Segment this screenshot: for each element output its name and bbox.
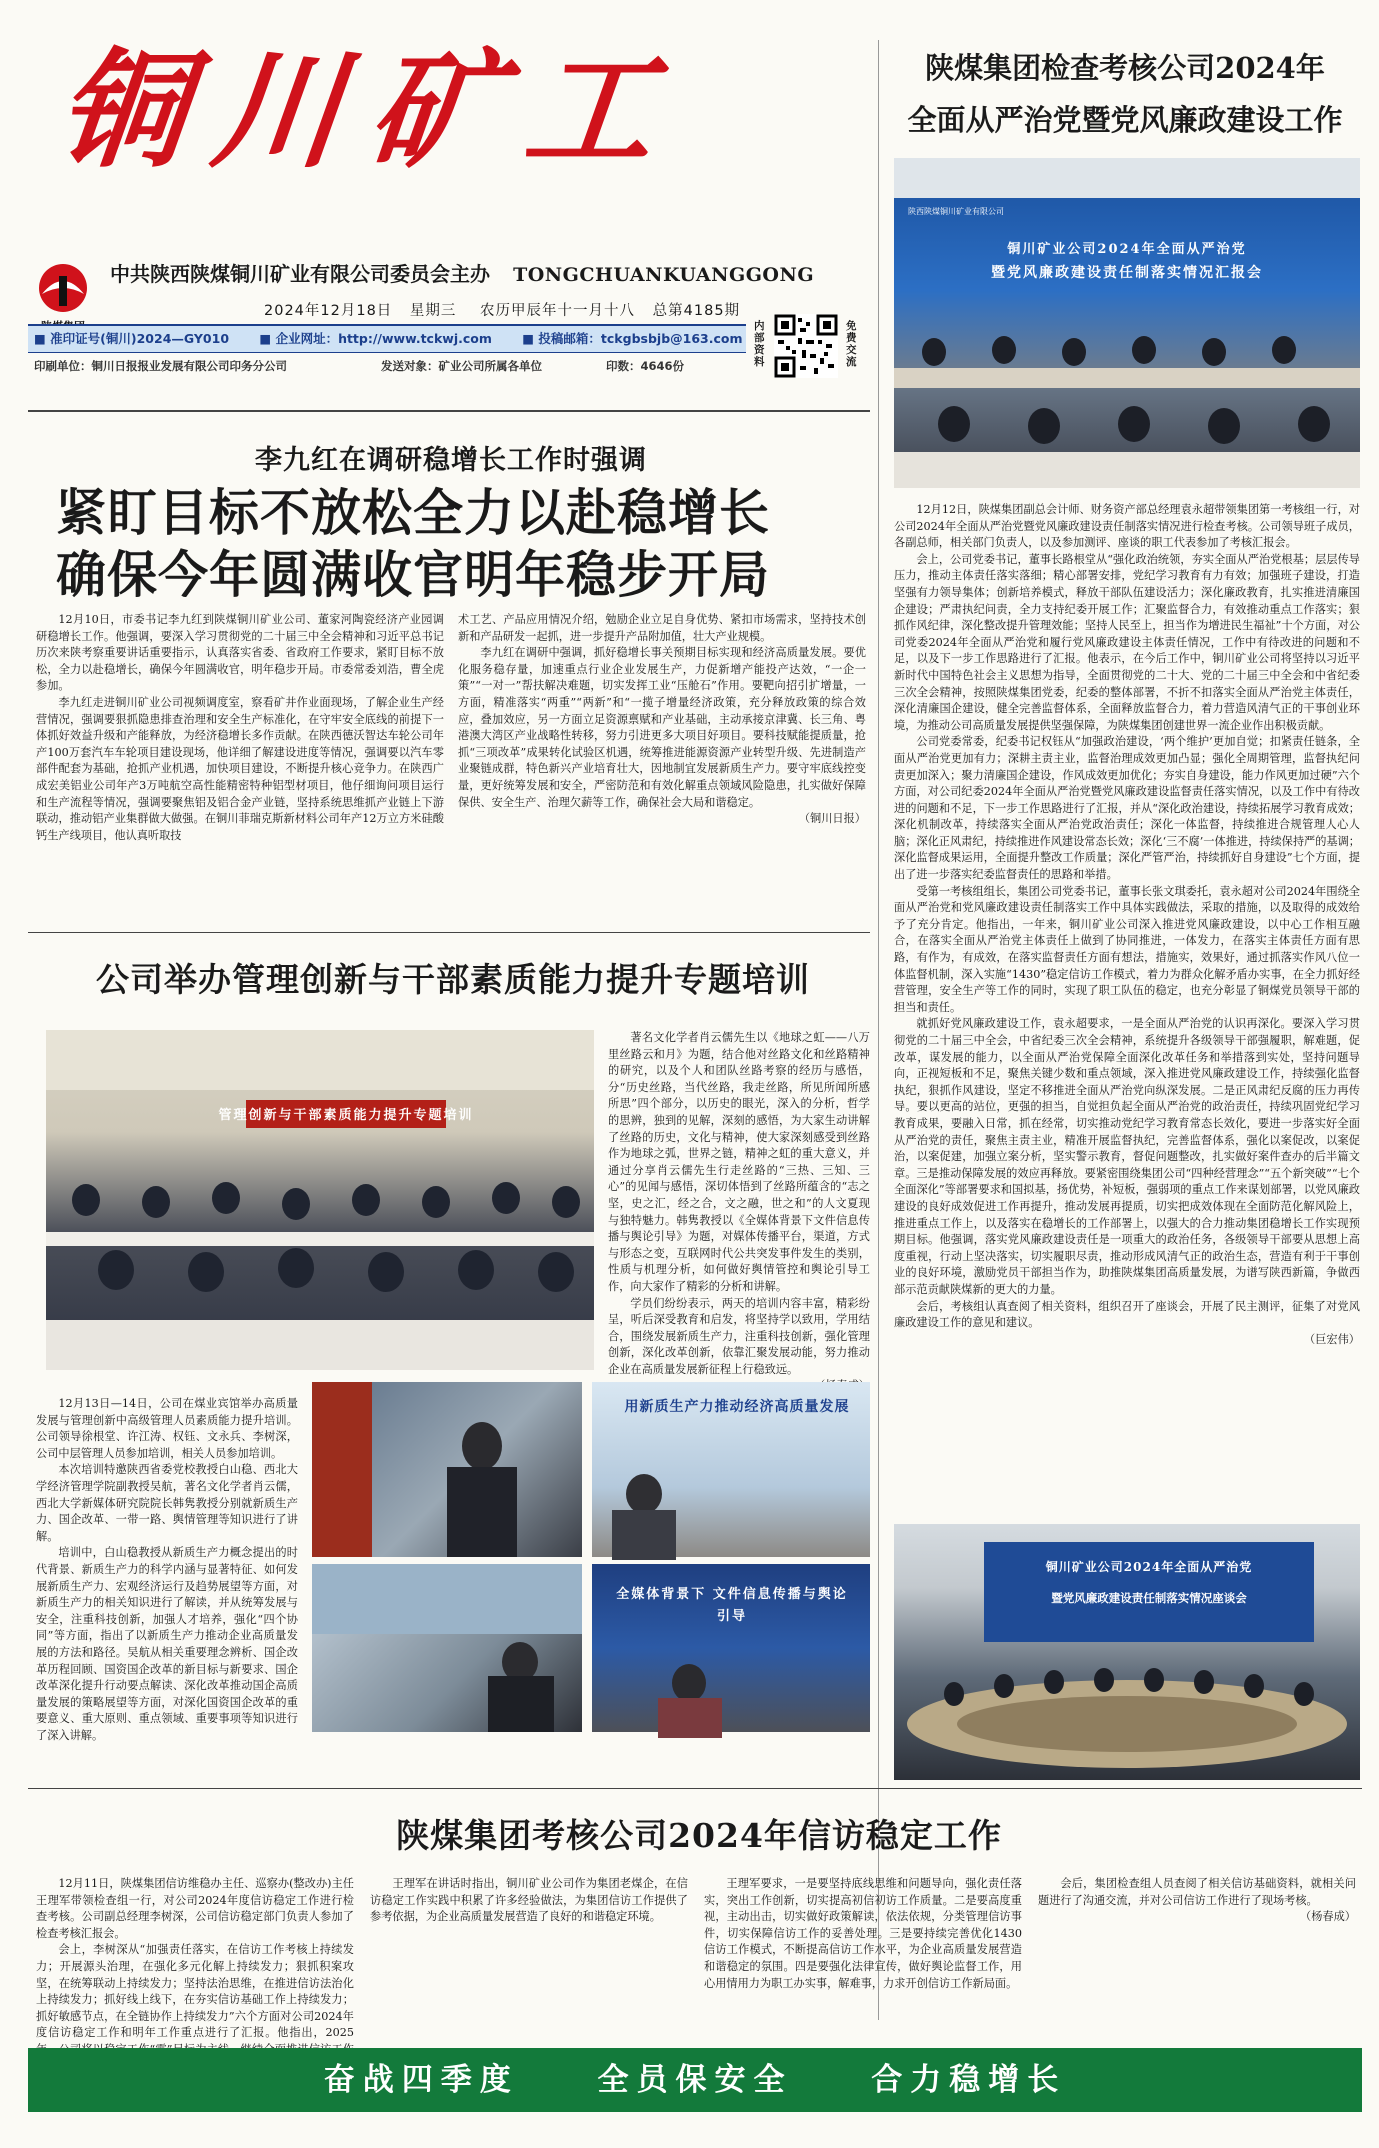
masthead-title: 铜川矿工 — [50, 36, 690, 186]
date-line — [264, 299, 740, 320]
article-3-para-2: 会上，公司党委书记，董事长路根堂从“强化政治统领，夯实全面从严治党根基；层层传导压力，推动主体责任落实落细；精心部署安排，党纪学习教育有力有效；加强班子建设，打造坚强有力领导集体；创新培养模式，释放干部队伍建设活力；深化廉政教育，扎实推进清廉国企建设；严肃执纪问责，全力支持纪委开展工作；汇聚监督合力，有效推动重点工作落实；狠抓作风纪律，深化整改提升管理效能；坚持人民至上，担当作为增进民生福祉”十个方面，对公司党委2024年全面从严治党和履行党风廉政建设主体责任情况，工作中有待改进的问题和不足，以及下一步工作思路进行了汇报。他表示，在今后工作中，铜川矿业公司将坚持以习近平新时代中国特色社会主义思想为指导，全面贯彻党的二十大、党的二十届三中全会和中省纪委三次全会精神，按照陕煤集团党委，纪委的整体部署，不折不扣落实全面从严治党主体责任，深化清廉国企建设，健全完善监督体系，全面释放监督合力，着力营造风清气正的干事创业环境，为推动公司高质量发展提供坚强保障，为陕煤集团创建世界一流企业作出积极贡献。 — [894, 552, 1360, 732]
article-4-para-2: 会上，李树深从“加强责任落实，在信访工作考核上持续发力；开展源头治理，在强化多元化解上持续发力；狠抓积案攻坚，在统筹联动上持续发力；坚持法治思维，在推进信访法治化上持续发力；抓好线上线下，在夯实信访基础工作上持续发力；抓好敏感节点，在全链协作上持续发力”六个方面对公司2024年度信访稳定工作和明年工作重点进行了汇报。他指出，2025 — [36, 1943, 354, 2040]
article-4-para-3: 王理军在讲话时指出，铜川矿业公司作为集团老煤企，在信访稳定工作实践中积累了许多经验做法，为集团信访工作提供了参考依据，为企业高质量发展营造了良好的和谐稳定环境。 — [370, 1877, 688, 1924]
meeting-photo-1 — [894, 158, 1360, 488]
web-icon: ■ — [259, 331, 272, 346]
article-3-para-6: 会后，考核组认真查阅了相关资料，组织召开了座谈会，开展了民主测评，征集了对党风廉政建设工作的意见和建议。 — [894, 1299, 1360, 1330]
article-3-para-4: 受第一考核组组长，集团公司党委书记，董事长张文琪委托，袁永超对公司2024年围绕全面从严治党和党风廉政建设责任制落实工作中具体实践做法，采取的措施，以及取得的成效给予了充分肯定。他指出，一年来，铜川矿业公司深入推进党风廉政建设，以中心工作相互融合，在落实全面从严治党主体责任上做到了协同推进，一体发力，在落实主体责任方面有思路，有作为，有成效，在落实监督责任方面有想法，措施实，效果好，通过抓落实作风八位一体监督机制，深入实施“1430”稳定信访工作模式，着力为群众化解矛盾办实事，在全力抓好经营管理，安全生产等工作的同时，实现了职工队伍的稳定，也充分彰显了铜煤党员领导干部的担当和责任。 — [894, 884, 1360, 1014]
article-4-col-2 — [370, 1876, 688, 2036]
article-1-para-3: 术工艺、产品应用情况介绍，勉励企业立足自身优势、紧扣市场需求，坚持技术创新和产品研发一起抓，进一步提升产品附加值，壮大产业规模。 — [458, 613, 866, 643]
print-line — [34, 358, 684, 374]
article-4-para-1: 12月11日，陕煤集团信访维稳办主任、巡察办(整改办)主任王理军带领检查组一行，对公司2024年度信访稳定工作进行检查考核。公司副总经理李树深，公司信访稳定部门负责人参加了检查考核汇报会。 — [36, 1877, 354, 1940]
article-3-headline-2: 全面从严治党暨党风廉政建设工作 — [907, 103, 1343, 137]
permit-icon: ■ — [34, 331, 46, 346]
article-3-para-1: 12月12日，陕煤集团副总会计师、财务资产部总经理袁永超带领集团第一考核组一行，对公司2024年全面从严治党暨党风廉政建设责任制落实情况进行检查考核。公司领导班子成员，各副总师，相关部门负责人，以及参加测评、座谈的职工代表参加了考核汇报会。 — [894, 503, 1360, 550]
article-1-para-1: 12月10日，市委书记李九红到陕煤铜川矿业公司、董家河陶瓷经济产业园调研稳增长工作。他强调，要深入学习贯彻党的二十届三中全会精神和习近平总书记历次来陕考察重要讲话重要指示，认真落实省委、省政府工作要求，紧盯目标不放松，全力以赴稳增长，确保今年圆满收官，明年稳步开局。市委常委刘浩，曹全虎参加。 — [36, 613, 444, 693]
article-4-headline: 陕煤集团考核公司2024年信访稳定工作 — [396, 1816, 1002, 1855]
print-run: 印数：4646份 — [606, 359, 685, 373]
slogan-banner — [28, 2048, 1362, 2112]
distribution: 发送对象：矿业公司所属各单位 — [381, 359, 543, 373]
masthead-pinyin: TONGCHUANKUANGGONG — [513, 264, 815, 286]
meeting-photo-1-text-1: 铜川矿业公司2024年全面从严治党 — [1007, 242, 1247, 257]
lecture-photo-4 — [592, 1564, 870, 1732]
article-3-para-5: 就抓好党风廉政建设工作，袁永超要求，一是全面从严治党的认识再深化。要深入学习贯彻党的二十届三中全会，中省纪委三次全会精神，系统提升各级领导干部强履职，解难题，促改革，谋发展的能力，以全面从严治党保障全面深化改革任务和举措落到实处，坚持问题导向，正视短板和不足，聚焦关键少数和重点领域，深入推进党风廉政建设工作，持续强化监督执纪，狠抓作风建设，坚定不移推进全面从严治党向纵深发展。二是正风肃纪反腐的压力再传导。要以更高的站位，更强的担当，自觉担负起全面从严治党的政治责任，持续巩固党纪学习教育成果，要融入日常，抓在经常，切实推动党纪学习教育常态长效化，要进一步落实好全面从严治党的责任，聚焦主责主业，精准开展监督执纪，完善监督体系，强化以案促改，以案促治，以案促建，加强立案分析，坚实警示教育，督促问题整改，扎实做好案件查办的后半篇文章。三是推动保障发展的效应再释放。要紧密围绕集团公司“四种经营理念”“五个新突破”“七个全面深化”等部署要求和国拟基，扬优势，补短板，强弱项的重点工作来谋划部署，以党风廉政建设的良好成效促进工作再提升，推动发展再提质，切实把成效体现在全面防范化解风险上，推进重点工作上，以及落实在稳增长的工作部署上，以强大的合力推动集团稳增长工作实现预期目标。他强调，落实党风廉政建设责任是一项重大的政治任务，各级领导干部要从思想上高度重视，行动上坚决落实，切实履职尽责，推动形成风清气正的政治生态，营造有利于干事创业的良好环境，激励党员干部担当作为，助推陕煤集团高质量发展，为谱写陕西新篇，争做西部示范贡献陕煤新的更大的力量。 — [894, 1017, 1360, 1296]
sponsor: 中共陕西陕煤铜川矿业有限公司委员会主办 — [110, 262, 490, 286]
article-2-para-5: 学员们纷纷表示，两天的培训内容丰富，精彩纷呈，听后深受教育和启发，将坚持学以致用，学用结合，围绕发展新质生产力，注重科技创新，强化管理创新，深化改革创新，依靠汇聚发展动能，努力推动企业在高质量发展新征程上行稳致远。 — [608, 1296, 870, 1376]
divider-article-2 — [28, 932, 870, 933]
meeting-photo-2 — [894, 1524, 1360, 1780]
internal-label: 内部资料 — [754, 320, 765, 368]
divider-article-4 — [28, 1788, 1362, 1789]
article-2-para-1: 12月13日—14日，公司在煤业宾馆举办高质量发展与管理创新中高级管理人员素质能力提升培训。公司领导徐根堂、许江涛、权钰、文永兵、李树深，公司中层管理人员参加培训，相关人员参加培训。 — [36, 1397, 298, 1460]
meeting-photo-1-text-2: 暨党风廉政建设责任制落实情况汇报会 — [991, 265, 1263, 281]
masthead — [28, 14, 888, 404]
article-2-col-right — [608, 1030, 870, 1430]
masthead-divider — [28, 410, 870, 412]
article-4-col-1 — [36, 1876, 354, 2040]
meeting-photo-2-text-1: 铜川矿业公司2024年全面从严治党 — [1045, 1560, 1253, 1574]
slogan-3: 合力稳增长 — [871, 2062, 1067, 2098]
slide-2-title: 全媒体背景下 文件信息传播与舆论引导 — [616, 1587, 848, 1624]
article-2 — [36, 940, 870, 1740]
article-4-col-3 — [704, 1876, 1022, 2036]
article-1-para-4: 李九红在调研中强调，抓好稳增长事关预期目标实现和经济高质量发展。要优化服务稳存量，加速重点行业企业发展生产，力促新增产能投产达效，“一企一策”“一对一”帮扶解决难题，切实发挥工业“压舱石”作用。要靶向招引扩增量，一方面，精准落实“两重”“两新”和“一揽子增量经济政策，充分释放政策的综合效应，叠加效应，另一方面立足资源禀赋和产业基础，主动承接京津冀、长三角、粤港澳大湾区产业战略性转移，努力引进更多大项目好项目。要科技赋能提质量，抢抓“三项改革”成果转化试验区机遇，统筹推进能源资源产业转型升级、先进制造产业聚链成群，特色新兴产业培育壮大，因地制宜发展新质生产力。要守牢底线控变量，更好统筹发展和安全，严密防范和有效化解重点领域风险隐患，扎实做好保障保供、安全生产、治理欠薪等工作，确保社会大局和谐稳定。 — [458, 646, 866, 809]
article-3-body — [894, 502, 1360, 1562]
article-1-kicker: 李九红在调研稳增长工作时强调 — [255, 445, 647, 476]
article-4 — [36, 1796, 1362, 2040]
article-3-byline: （巨宏伟） — [1304, 1332, 1360, 1346]
article-1-para-2: 李九红走进铜川矿业公司视频调度室，察看矿井作业面现场，了解企业生产经营情况，强调要狠抓隐患排查治理和安全生产标准化，在守牢安全底线的前提下一体抓好效益升级和产能释放，为经济稳增长多作贡献。在陕西德沃智达车轮公司年产100万套汽车车轮项目建设现场，他详细了解建设进度等情况，强调要以汽车零部件配套为基础，抢抓产业机遇，加快项目建设，不断提升核心竞争力。在陕西广成宏美铝业公司年产3万吨航空高性能精密特种铝型材项目，他仔细询问项目运行和生产流程等情况，强调要聚焦铝及铝合金产业链，坚持系统思维抓产业链上下游联动，推动铝产业集群做大做强。在铜川菲瑞克斯新材料公司年产12万立方米硅酸钙生产线项目，他认真听取技 — [36, 695, 444, 842]
column-divider-right — [878, 40, 879, 2020]
article-1-headline-2: 确保今年圆满收官明年稳步开局 — [56, 546, 770, 604]
website: 企业网址：http://www.tckwj.com — [275, 331, 492, 346]
article-2-para-2: 本次培训特邀陕西省委党校教授白山稳、西北大学经济管理学院副教授吴航，著名文化学者肖云儒，西北大学新媒体研究院院长韩隽教授分别就新质生产力、国企改革、一带一路、舆情管理等知识进行了讲解。 — [36, 1463, 298, 1543]
article-2-col-left — [36, 1396, 298, 1742]
printer: 印刷单位：铜川日报报业发展有限公司印务分公司 — [34, 359, 287, 373]
meeting-photo-2-text-2: 暨党风廉政建设责任制落实情况座谈会 — [1051, 1591, 1247, 1605]
article-1-col-1 — [36, 612, 444, 922]
article-4-para-4: 王理军要求，一是要坚持底线思维和问题导向，强化责任落实，突出工作创新，切实提高初信初访工作质量。二是要高度重视，主动出击，切实做好政策解读，依法依规，分类管理信访事件，切实保障信访工作的妥善处理。三是要持续完善优化1430信访工作模式，不断提高信访工作水平，为企业高质量发展营造和谐稳定的氛围。四是要强化法律宣传，做好舆论监督工作，用心用情用力为职工办实事，解难事，力求开创信访工作新局面。 — [704, 1877, 1022, 1990]
weekday: 星期三 — [409, 303, 457, 319]
lecture-photo-1 — [312, 1382, 582, 1557]
mail-icon: ■ — [522, 331, 535, 346]
slide-1-title: 用新质生产力推动经济高质量发展 — [624, 1399, 850, 1415]
issue-date: 2024年12月18日 — [264, 303, 393, 319]
lecture-photo-2 — [592, 1382, 870, 1557]
issue-number: 总第4185期 — [652, 303, 741, 319]
article-2-para-3: 培训中，白山稳教授从新质生产力概念提出的时代背景、新质生产力的科学内涵与显著特征、如何发展新质生产力、宏观经济运行及趋势展望等方面，对新质生产力的相关知识进行了解读，并从统筹发展与安全，注重科技创新，加强人才培养，强化“四个协同”等方面，指出了以新质生产力推动企业高质量发展的方法和路径。吴航从相关重要理念辨析、国企改革历程回顾、国资国企改革的新目标与新要求、国企改革深化提升行动要点解读、深化改革推动国企高质量发展的策略展望等方面，对深化国资国企改革的重要意义、重大原则、重点领域、重要事项等知识进行了深入讲解。 — [36, 1546, 298, 1742]
company-logo — [28, 260, 98, 330]
article-2-headline: 公司举办管理创新与干部素质能力提升专题培训 — [96, 960, 810, 999]
free-label: 免费交流 — [846, 320, 857, 368]
training-photo — [46, 1030, 594, 1370]
info-bar — [28, 324, 746, 353]
article-4-col-4 — [1038, 1876, 1356, 2036]
article-2-para-4: 著名文化学者肖云儒先生以《地球之虹——八万里丝路云和月》为题，结合他对丝路文化和丝路精神的研究，以及个人和团队丝路考察的经历与感悟，分“历史丝路，当代丝路，我走丝路，所见所闻所感所思”四个部分，以历史的眼光，深入的分析，哲学的思辨，独到的见解，深刻的感悟，为大家生动讲解了丝路的历史，文化与精神，使大家深刻感受到丝路作为地球之弧，世界之链，精神之虹的重大意义，并通过分享肖云儒先生行走丝路的“三热、三知、三心”的见闻与感悟，深切体悟到了丝路所蕴含的“志之坚，史之汇，经之合，文之融，世之和”的人文夏现与独特魅力。韩隽教授以《全媒体背景下文件信息传播与舆论引导》为题，对媒体传播平台，渠道，方式与形态之变，互联网时代公共突发事件发生的类别，性质与机理分析，如何做好舆情管控和舆论引导工作，向大家作了精彩的分析和讲解。 — [608, 1031, 870, 1293]
permit: 准印证号(铜川)2024—GY010 — [50, 331, 230, 346]
article-4-para-5: 会后，集团检查组人员查阅了相关信访基础资料，就相关问题进行了沟通交流，并对公司信访工作进行了现场考核。 — [1038, 1877, 1356, 1907]
email: 投稿邮箱：tckgbsbjb@163.com — [538, 331, 743, 346]
slogan-2: 全员保安全 — [597, 2062, 793, 2098]
article-3-headline-1: 陕煤集团检查考核公司2024年 — [925, 51, 1325, 85]
article-1-col-2 — [458, 612, 866, 922]
article-4-byline: （杨春成） — [1300, 1910, 1356, 1924]
lecture-photo-3 — [312, 1564, 582, 1732]
article-3-para-3: 公司党委常委，纪委书记权钰从“加强政治建设，‘两个维护’更加自觉；扣紧责任链条，全面从严治党更加有力；深耕主责主业，监督治理成效更加凸显；强化全周期管理，监督执纪问责更加深入；聚力清廉国企建设，作风成效更加优化；夯实自身建设，能力作风更加过硬”六个方面，对公司纪委2024年全面从严治党暨党风廉政建设监督责任落实情况，以及工作中有待改进的问题和不足，下一步工作思路进行了汇报，并从“深化政治建设，持续拓展学习教育成效；深化机制改革，持续落实全面从严治党政治责任；深化一体监督，持续推进合规管理人心人脑；深化正风肃纪，持续推进作风建设常态长效；深化‘三不腐’一体推进，持续保持严的基调；深化监督成果运用，全面提升整改工作质量；深化严管严治，持续抓好自身建设”七个方面，提出了进一步落实纪委监督责任的思路和举措。 — [894, 735, 1360, 882]
qr-code — [774, 314, 838, 378]
article-3 — [888, 40, 1362, 1775]
meeting-photo-1-logo: 陕西陕煤铜川矿业有限公司 — [908, 207, 1004, 216]
article-1-headline-1: 紧盯目标不放松全力以赴稳增长 — [56, 484, 770, 542]
slogan-1: 奋战四季度 — [323, 2062, 519, 2098]
article-1-byline: （铜川日报） — [798, 812, 866, 826]
sponsor-line — [110, 258, 814, 287]
lunar-date: 农历甲辰年十一月十八 — [480, 303, 636, 319]
training-banner: 管理创新与干部素质能力提升专题培训 — [218, 1108, 474, 1123]
article-1 — [36, 420, 866, 925]
